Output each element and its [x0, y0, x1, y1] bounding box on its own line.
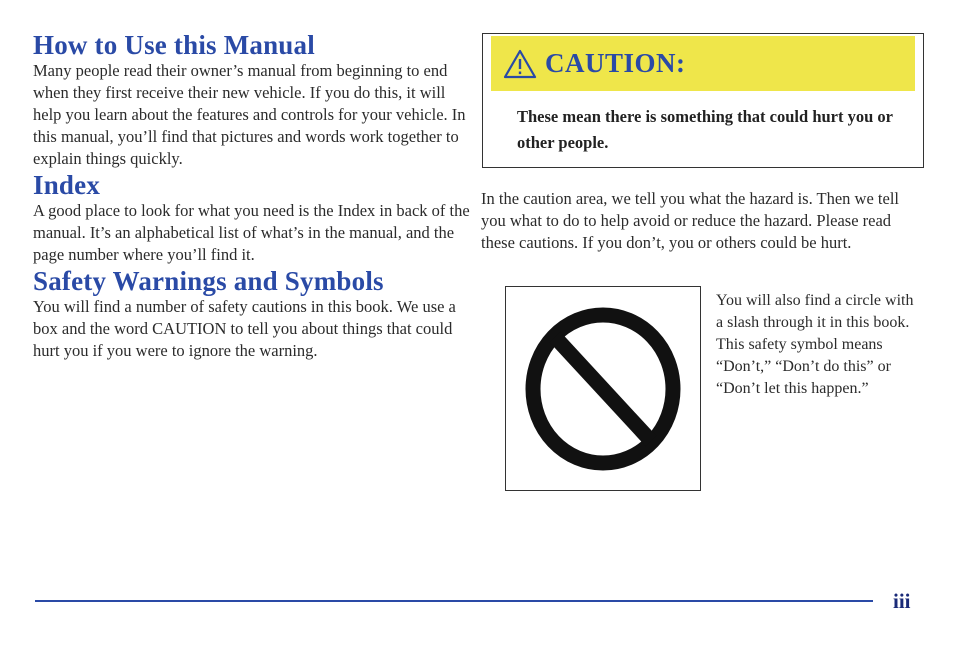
- how-to-use-heading: How to Use this Manual: [33, 30, 315, 60]
- page-number: iii: [893, 589, 911, 613]
- footer-rule: [35, 600, 873, 602]
- left-column: [33, 30, 473, 362]
- symbol-frame: [505, 286, 701, 491]
- caution-box: [482, 33, 924, 168]
- warning-triangle-icon: [503, 49, 537, 79]
- caution-title: CAUTION:: [545, 48, 686, 78]
- caution-text: These mean there is something that could hurt you or other people.: [517, 107, 893, 152]
- safety-paragraph: You will find a number of safety cautions in this book. We use a box and the word CAUTION to tell you about things that could hurt you if you were to ignore the warning.: [33, 297, 456, 360]
- index-heading: Index: [33, 170, 101, 200]
- caution-explanation-paragraph: In the caution area, we tell you what the hazard is. Then we tell you what to do to help avoid or reduce the hazard. Please read these cautions. If you don’t, you or others could be hurt.: [481, 189, 899, 252]
- caution-banner: [491, 36, 915, 91]
- index-paragraph: A good place to look for what you need is the Index in back of the manual. It’s an alphabetical list of what’s in the manual, and the page number where you’ll find it.: [33, 201, 470, 264]
- how-to-use-paragraph: Many people read their owner’s manual from beginning to end when they first receive their new vehicle. If you do this, it will help you learn about the features and controls for your vehicle. In this manual, you’ll find that pictures and words work together to explain things quickly.: [33, 61, 466, 168]
- symbol-description: You will also find a circle with a slash through it in this book. This safety symbol means “Don’t,” “Don’t do this” or “Don’t let this happen.”: [716, 292, 914, 397]
- prohibition-circle-slash-icon: [522, 304, 684, 474]
- safety-heading: Safety Warnings and Symbols: [33, 266, 384, 296]
